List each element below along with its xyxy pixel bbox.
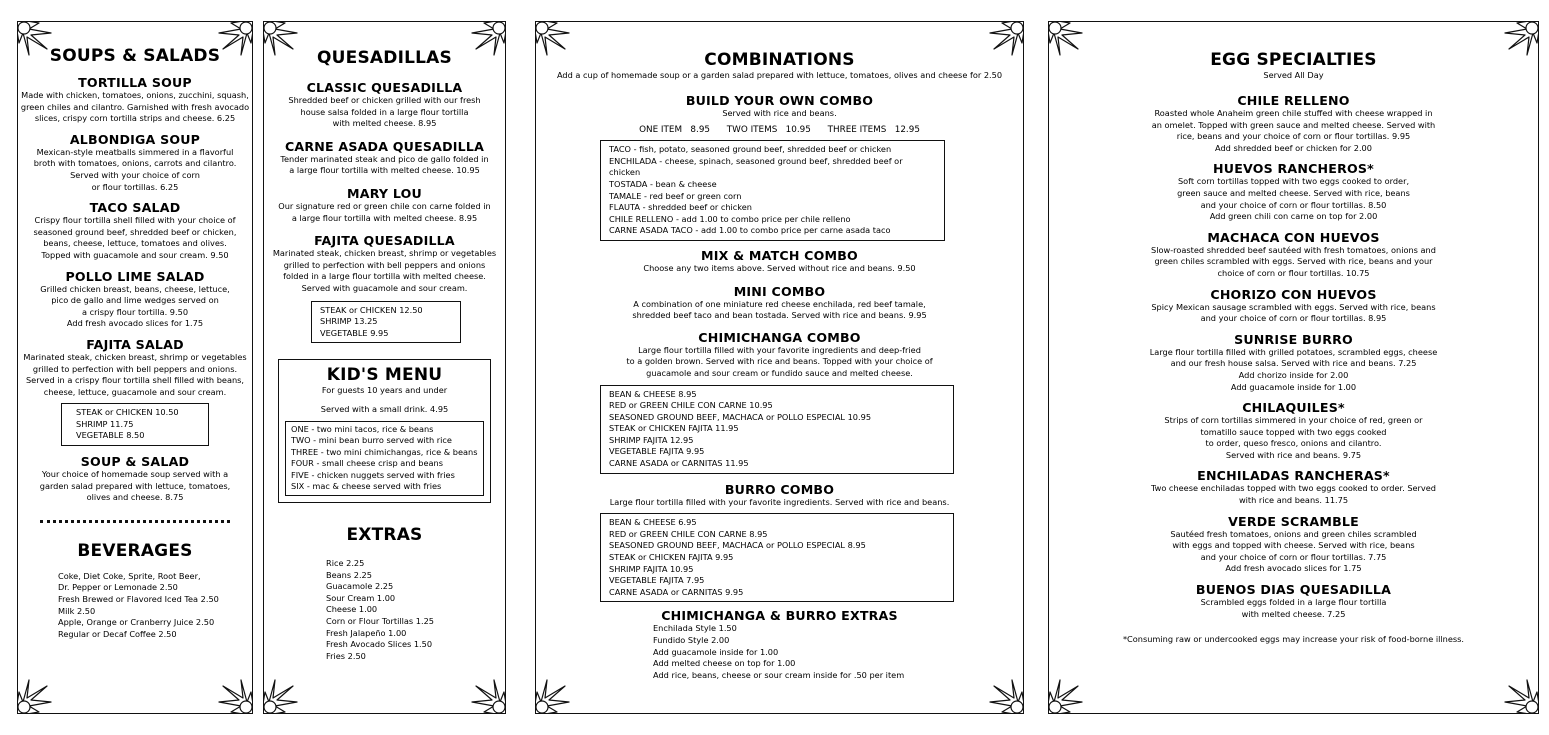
item-desc: Large flour tortilla filled with grilled potatoes, scrambled eggs, cheese and our fresh house salsa. Served with rice and beans. 7.25 Add chorizo inside for 2.00 Add guacamole inside for 1.00: [1149, 346, 1438, 392]
combo-name: MIX & MATCH COMBO: [701, 247, 858, 263]
sun-ornament-icon: [213, 674, 253, 714]
item-desc: Slow-roasted shredded beef sautéed with fresh tomatoes, onions and green chiles scrambled with eggs. Served with rice, beans and your choice of corn or flour tortillas. 10.75: [1151, 244, 1436, 278]
sun-ornament-icon: [263, 21, 303, 61]
kids-menu-box: [278, 359, 491, 503]
dotted-divider: [40, 520, 230, 523]
sun-ornament-icon: [535, 674, 575, 714]
item-name: CLASSIC QUESADILLA: [306, 80, 463, 95]
beverage-list: Coke, Diet Coke, Sprite, Root Beer, Dr. Pepper or Lemonade 2.50 Fresh Brewed or Flavored Iced Tea 2.50 Milk 2.50 Apple, Orange or Cranberry Juice 2.50 Regular or Decaf Coffee 2.50: [58, 570, 219, 639]
item-name: MARY LOU: [347, 185, 422, 201]
extras-list: Rice 2.25 Beans 2.25 Guacamole 2.25 Sour Cream 1.00 Cheese 1.00 Corn or Flour Tortillas 1.25 Fresh Jalapeño 1.00 Fresh Avocado Slices 1.50 Fries 2.50: [326, 558, 435, 661]
item-name: BUENOS DIAS QUESADILLA: [1195, 582, 1392, 598]
item-desc: Our signature red or green chile con carne folded in a large flour tortilla with melted cheese. 8.95: [278, 200, 491, 223]
kids-menu-list: ONE - two mini tacos, rice & beans TWO - mini bean burro served with rice THREE - two mini chimichangas, rice & beans FOUR - small cheese crisp and beans FIVE - chicken nuggets served with fries SIX - mac & cheese served with fries: [285, 421, 484, 497]
sun-ornament-icon: [17, 21, 57, 61]
panel-quesadillas: [263, 21, 506, 714]
combo-name: BURRO COMBO: [724, 481, 835, 497]
combo-name: MINI COMBO: [733, 283, 826, 299]
sun-ornament-icon: [984, 21, 1024, 61]
panel-combinations: [535, 21, 1024, 714]
section-title-combinations: COMBINATIONS: [704, 50, 855, 70]
item-name: ENCHILADAS RANCHERAS*: [1197, 468, 1390, 484]
item-name: TACO SALAD: [89, 200, 181, 216]
item-desc: Shredded beef or chicken grilled with our fresh house salsa folded in a large flour tortilla with melted cheese. 8.95: [288, 95, 481, 129]
item-name: ALBONDIGA SOUP: [69, 131, 201, 147]
item-desc: Roasted whole Anaheim green chile stuffed with cheese wrapped in an omelet. Topped with green sauce and melted cheese. Served with rice, beans and your choice of corn or flour tortillas. 9.95 Add shredded beef or chicken for 2.00: [1151, 108, 1436, 153]
combo-name: BUILD YOUR OWN COMBO: [685, 93, 874, 108]
egg-disclaimer: *Consuming raw or undercooked eggs may increase your risk of food-borne illness.: [1122, 634, 1465, 645]
combo-desc: Served with rice and beans.: [722, 108, 837, 118]
item-desc: Sautéed fresh tomatoes, onions and green chiles scrambled with eggs and topped with cheese. Served with rice, beans and your choice of corn or flour tortillas. 7.75 Add fresh avocado slices for 1.75: [1170, 528, 1417, 574]
item-desc: Spicy Mexican sausage scrambled with eggs. Served with rice, beans and your choice of corn or flour tortillas. 8.95: [1151, 301, 1436, 324]
chimichanga-options-box: BEAN & CHEESE 8.95 RED or GREEN CHILE CON CARNE 10.95 SEASONED GROUND BEEF, MACHACA or POLLO ESPECIAL 10.95 STEAK or CHICKEN FAJITA 11.95 SHRIMP FAJITA 12.95 VEGETABLE FAJITA 9.95 CARNE ASADA or CARNITAS 11.95: [600, 385, 954, 474]
kids-menu-subtitle: For guests 10 years and under: [321, 385, 448, 396]
section-title-beverages: BEVERAGES: [77, 540, 193, 561]
sun-ornament-icon: [466, 21, 506, 61]
combo-desc: A combination of one miniature red cheese enchilada, red beef tamale, shredded beef taco and bean tostada. Served with rice and beans. 9.95: [632, 298, 927, 321]
item-name: MACHACA CON HUEVOS: [1207, 229, 1380, 245]
item-name: CHILE RELLENO: [1237, 93, 1350, 108]
sun-ornament-icon: [466, 674, 506, 714]
item-desc: Crispy flour tortilla shell filled with your choice of seasoned ground beef, shredded beef or chicken, beans, cheese, lettuce, tomatoes and olives. Topped with guacamole and sour cream. 9.50: [33, 215, 237, 260]
combo-desc: Large flour tortilla filled with your favorite ingredients and deep-fried to a golden brown. Served with rice and beans. Topped with your choice of guacamole and sour cream or fundido sauce and melted cheese.: [626, 344, 933, 378]
section-title-soups-salads: SOUPS & SALADS: [49, 46, 221, 66]
build-combo-options-box: TACO - fish, potato, seasoned ground beef, shredded beef or chicken ENCHILADA - cheese, spinach, seasoned ground beef, shredded beef or chicken TOSTADA - bean & cheese TAMALE - red beef or green corn FLAUTA - shredded beef or chicken CHILE RELLENO - add 1.00 to combo price per chile relleno CARNE ASADA TACO - add 1.00 to combo price per carne asada taco: [600, 140, 945, 241]
egg-specialties-subtitle: Served All Day: [1263, 70, 1324, 80]
item-name: SOUP & SALAD: [80, 454, 190, 470]
item-desc: Grilled chicken breast, beans, cheese, lettuce, pico de gallo and lime wedges served on a crispy flour tortilla. 9.50 Add fresh avocado slices for 1.75: [40, 283, 230, 329]
item-desc: Marinated steak, chicken breast, shrimp or vegetables grilled to perfection with bell peppers and onions folded in a large flour tortilla with melted cheese. Served with guacamole and sour cream.: [272, 248, 497, 293]
combinations-subtitle: Add a cup of homemade soup or a garden salad prepared with lettuce, tomatoes, olives and cheese for 2.50: [556, 70, 1003, 80]
section-title-extras: EXTRAS: [346, 525, 423, 546]
combo-desc: Choose any two items above. Served without rice and beans. 9.50: [643, 262, 916, 273]
item-desc: Marinated steak, chicken breast, shrimp or vegetables grilled to perfection with bell peppers and onions. Served in a crispy flour tortilla shell filled with beans, cheese, lettuce, guacamole and sour cream.: [23, 351, 247, 397]
sun-ornament-icon: [1048, 21, 1088, 61]
sun-ornament-icon: [984, 674, 1024, 714]
section-title-kids-menu: KID'S MENU: [326, 365, 443, 386]
sun-ornament-icon: [17, 674, 57, 714]
item-desc: Tender marinated steak and pico de gallo folded in a large flour tortilla with melted cheese. 10.95: [280, 153, 489, 176]
item-name: CARNE ASADA QUESADILLA: [284, 138, 485, 154]
sun-ornament-icon: [263, 674, 303, 714]
section-title-quesadillas: QUESADILLAS: [317, 48, 452, 68]
item-name: CHILAQUILES*: [1242, 400, 1345, 416]
panel-soups-salads: [17, 21, 253, 714]
item-desc: Soft corn tortillas topped with two eggs cooked to order, green sauce and melted cheese. Served with rice, beans and your choice of corn or flour tortillas. 8.50 Add green chili con carne on top for 2.00: [1177, 176, 1410, 222]
item-desc: Two cheese enchiladas topped with two eggs cooked to order. Served with rice and beans. 11.75: [1150, 483, 1437, 506]
fajita-salad-price-box: STEAK or CHICKEN 10.50 SHRIMP 11.75 VEGETABLE 8.50: [61, 403, 209, 446]
sun-ornament-icon: [1048, 674, 1088, 714]
panel-egg-specialties: [1048, 21, 1539, 714]
item-desc: Made with chicken, tomatoes, onions, zucchini, squash, green chiles and cilantro. Garnished with fresh avocado slices, crispy corn tortilla strips and cheese. 6.25: [20, 90, 250, 124]
item-name: FAJITA SALAD: [86, 336, 184, 352]
item-name: VERDE SCRAMBLE: [1228, 513, 1359, 529]
item-name: FAJITA QUESADILLA: [314, 233, 455, 249]
combo-desc: Large flour tortilla filled with your favorite ingredients. Served with rice and beans.: [609, 496, 950, 507]
sun-ornament-icon: [535, 21, 575, 61]
combo-name: CHIMICHANGA COMBO: [698, 329, 861, 345]
fajita-quesadilla-price-box: STEAK or CHICKEN 12.50 SHRIMP 13.25 VEGETABLE 9.95: [311, 301, 461, 344]
item-name: POLLO LIME SALAD: [65, 268, 205, 284]
combo-prices: ONE ITEM 8.95 TWO ITEMS 10.95 THREE ITEMS 12.95: [639, 124, 920, 135]
kids-menu-drink: Served with a small drink. 4.95: [320, 403, 449, 414]
item-name: TORTILLA SOUP: [78, 75, 192, 90]
combo-name: CHIMICHANGA & BURRO EXTRAS: [661, 608, 898, 624]
item-name: HUEVOS RANCHEROS*: [1213, 161, 1374, 177]
item-desc: Mexican-style meatballs simmered in a flavorful broth with tomatoes, onions, carrots and cilantro. Served with your choice of corn or flour tortillas. 6.25: [33, 146, 237, 192]
item-name: CHORIZO CON HUEVOS: [1210, 286, 1377, 302]
sun-ornament-icon: [1499, 21, 1539, 61]
item-desc: Strips of corn tortillas simmered in your choice of red, green or tomatillo sauce topped with two eggs cooked to order, queso fresco, onions and cilantro. Served with rice and beans. 9.75: [1164, 415, 1423, 460]
item-desc: Your choice of homemade soup served with a garden salad prepared with lettuce, tomatoes, olives and cheese. 8.75: [39, 469, 231, 503]
item-desc: Scrambled eggs folded in a large flour tortilla with melted cheese. 7.25: [1200, 597, 1387, 619]
sun-ornament-icon: [1499, 674, 1539, 714]
item-name: SUNRISE BURRO: [1234, 331, 1353, 347]
section-title-egg-specialties: EGG SPECIALTIES: [1210, 50, 1377, 70]
burro-options-box: BEAN & CHEESE 6.95 RED or GREEN CHILE CON CARNE 8.95 SEASONED GROUND BEEF, MACHACA or POLLO ESPECIAL 8.95 STEAK or CHICKEN FAJITA 9.95 SHRIMP FAJITA 10.95 VEGETABLE FAJITA 7.95 CARNE ASADA or CARNITAS 9.95: [600, 513, 954, 602]
chimi-burro-extras-list: Enchilada Style 1.50 Fundido Style 2.00 Add guacamole inside for 1.00 Add melted cheese on top for 1.00 Add rice, beans, cheese or sour cream inside for .50 per item: [653, 623, 905, 680]
sun-ornament-icon: [213, 21, 253, 61]
